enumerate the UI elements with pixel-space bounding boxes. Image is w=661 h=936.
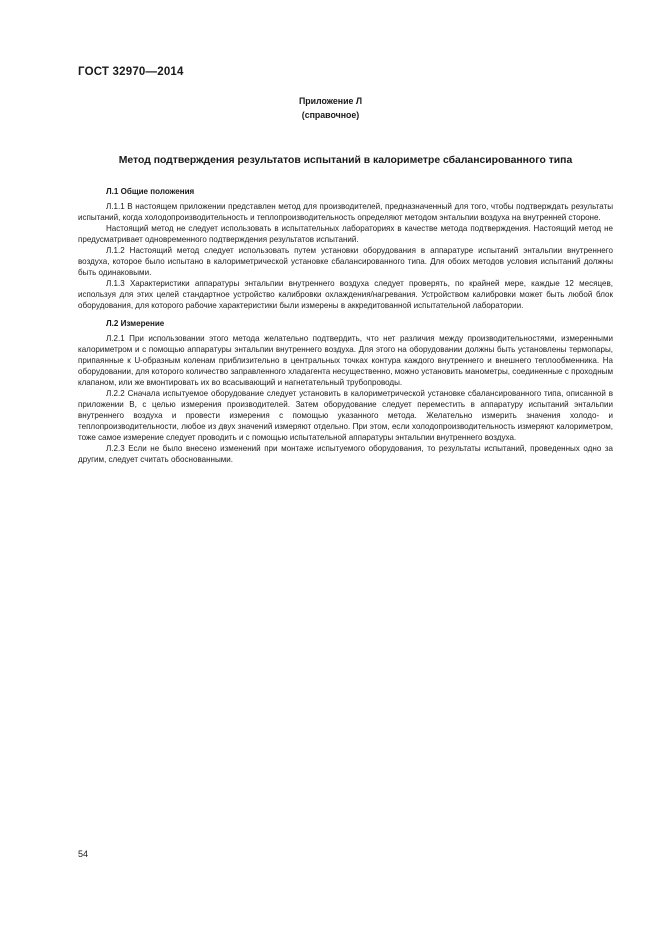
page-number: 54 (78, 849, 89, 859)
paragraph: Л.1.1 В настоящем приложении представлен метод для производителей, предназначенный для того, чтобы подтверждать результаты испытаний, когда холодопроизводительность и теплопроизводительность определяют методом энтальпии воздуха на внутренней стороне. (78, 202, 613, 223)
appendix-title: Приложение Л (298, 96, 363, 106)
paragraph: Л.2.2 Сначала испытуемое оборудование следует установить в калориметрической установке сбалансированного типа, описанной в приложении В, с целью измерения производителей. Затем оборудование следует переместить в аппаратуру испытаний энтальпии внутреннего воздуха и провести измерения с помощью указанного метода. Желательно измерить значения холодо- и теплопроизводительности, любое из двух значений измеряют отдельно. При этом, если холодопроизводительность измеряют калориметром, тоже самое измерение следует проводить и с помощью испытательной аппаратуры энтальпии внутреннего воздуха. (78, 388, 613, 442)
appendix-type: (справочное) (301, 110, 360, 120)
paragraph: Л.1.3 Характеристики аппаратуры энтальпии внутреннего воздуха следует проверять, по крайней мере, каждые 12 месяцев, используя для этих целей стандартное устройство калибровки охлаждения/нагревания. Устройством калибровки может быть любой блок оборудования, для которого рабочие характеристики были измерены в аккредитованной испытательной лаборатории. (78, 279, 613, 311)
appendix-heading (0, 94, 661, 122)
document-title: Метод подтверждения результатов испытаний в калориметре сбалансированного типа (118, 155, 573, 166)
standard-header: ГОСТ 32970—2014 (78, 66, 184, 78)
paragraph: Л.2.1 При использовании этого метода желательно подтвердить, что нет различия между производительностями, измеренными калориметром и с помощью аппаратуры энтальпии внутреннего воздуха. Для этого на оборудовании должны быть установлены термопары, припаянные к U-образным коленам приблизительно в центральных точках контура каждого внутреннего и внешнего теплообменника. На оборудовании, для которого количество заправленного хладагента несущественно, можно установить манометры, соединенные с проходным клапаном, или же вмонтировать их во всасывающий и нагнетательный трубопроводы. (78, 333, 613, 387)
section-heading: Л.2 Измерение (106, 318, 165, 328)
paragraph: Настоящий метод не следует использовать в испытательных лабораториях в качестве метода подтверждения. Настоящий метод не предусматривает одновременного подтверждения результатов испытаний. (78, 224, 613, 245)
document-body (78, 186, 613, 465)
paragraph: Л.1.2 Настоящий метод следует использовать путем установки оборудования в аппаратуре испытаний энтальпии внутреннего воздуха, которое было испытано в калориметрической установке сбалансированного типа. Для обоих методов условия испытаний должны быть одинаковыми. (78, 246, 613, 278)
paragraph: Л.2.3 Если не было внесено изменений при монтаже испытуемого оборудования, то результаты испытаний, проведенных одно за другим, следует считать обоснованными. (78, 444, 613, 465)
section-heading: Л.1 Общие положения (106, 187, 195, 196)
